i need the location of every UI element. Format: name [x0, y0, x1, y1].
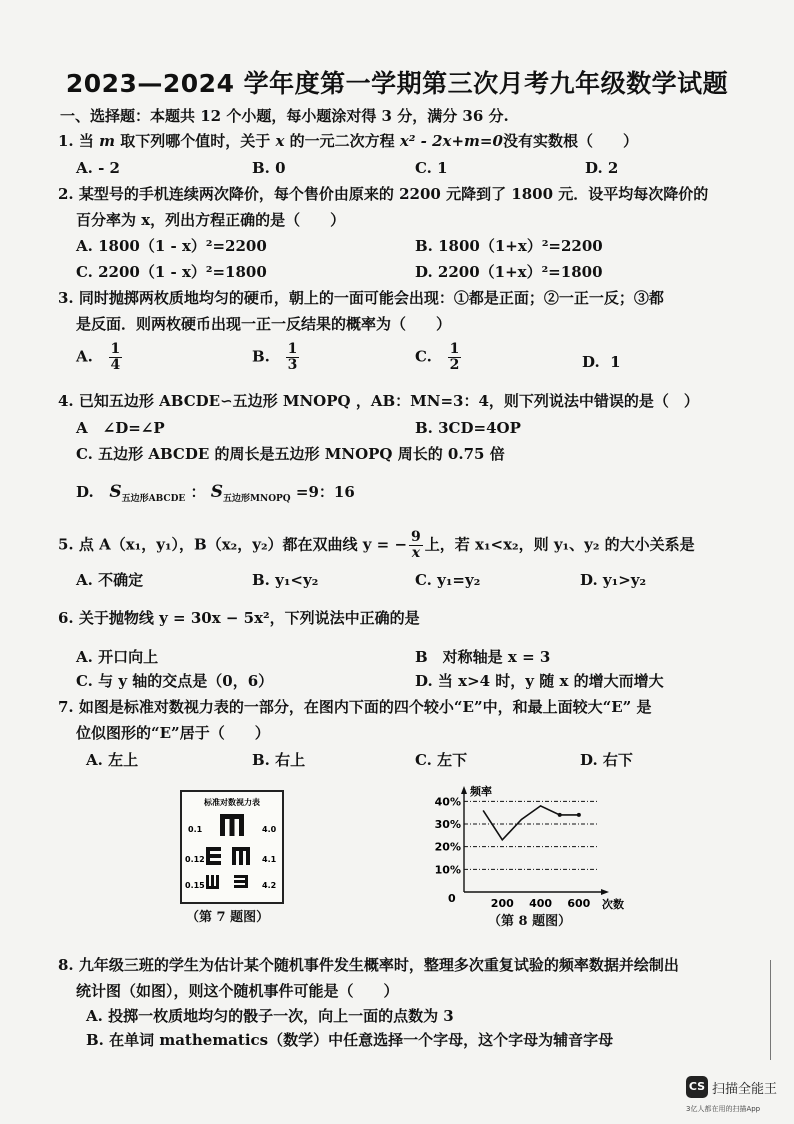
q2-option-c: C. 2200（1 - x）²=1800	[76, 263, 267, 281]
q2-option-b: B. 1800（1+x）²=2200	[415, 237, 603, 255]
q7-option-c: C. 左下	[415, 751, 468, 769]
y-tick-label: 10%	[434, 863, 461, 877]
q2-option-a: A. 1800（1 - x）²=2200	[76, 237, 267, 255]
q4-option-c: C. 五边形 ABCDE 的周长是五边形 MNOPQ 周长的 0.75 倍	[76, 445, 505, 463]
y-tick-label: 40%	[434, 795, 461, 809]
q2-stem-line1: 2. 某型号的手机连续两次降价，每个售价由原来的 2200 元降到了 1800 元．设平均每次降价的	[58, 185, 709, 203]
q3-option-a: A. $\frac{1}{4}$	[76, 341, 121, 373]
q7-option-b: B. 右上	[252, 751, 306, 769]
q5-option-a: A. 不确定	[76, 571, 144, 589]
q1-option-d: D. 2	[585, 159, 619, 177]
q3-option-c: C. $\frac{1}{2}$	[415, 341, 460, 373]
eye-chart-header: 标准对数视力表	[204, 798, 260, 807]
camscanner-logo-icon: CS	[686, 1076, 708, 1098]
camscanner-name: 扫描全能王	[712, 1082, 778, 1097]
small-e-lower-right-icon	[234, 875, 248, 888]
q3-stem-line2: 是反面．则两枚硬币出现一正一反结果的概率为（ ）	[76, 315, 452, 333]
q8-option-a: A. 投掷一枚质地均匀的骰子一次，向上一面的点数为 3	[86, 1007, 454, 1025]
y-axis-label: 频率	[470, 785, 492, 798]
q5-stem: 5. 点 A（x₁，y₁），B（x₂，y₂）都在双曲线 y = − $\frac{9}{x}$ 上，若 x₁<x₂，则 y₁、y₂ 的大小关系是	[58, 529, 695, 561]
frequency-series-line	[483, 806, 579, 840]
q6-option-d: D. 当 x>4 时，y 随 x 的增大而增大	[415, 672, 664, 690]
small-e-upper-right-icon	[232, 847, 250, 865]
y-tick-label: 20%	[434, 840, 461, 854]
q2-stem-line2: 百分率为 x，列出方程正确的是（ ）	[76, 211, 346, 229]
small-e-lower-left-icon	[206, 875, 219, 889]
q5-option-c: C. y₁=y₂	[415, 571, 481, 589]
q7-option-a: A. 左上	[86, 751, 139, 769]
fig8-caption: （第 8 题图）	[488, 914, 572, 929]
q7-option-d: D. 右下	[580, 751, 633, 769]
eye-chart-row1-right: 4.0	[262, 825, 277, 834]
q4-option-a: A ∠D=∠P	[76, 419, 165, 437]
y-tick-label: 30%	[434, 818, 461, 831]
x-tick-label: 200	[490, 897, 514, 910]
q8-stem-line2: 统计图（如图），则这个随机事件可能是（ ）	[76, 982, 399, 1000]
eye-chart-row3-left: 0.15	[185, 881, 205, 890]
q6-stem: 6. 关于抛物线 y = 30x − 5x²，下列说法中正确的是	[58, 609, 420, 627]
y-axis-arrow-icon	[461, 786, 467, 794]
x-tick-label: 600	[567, 897, 591, 910]
q7-stem-line1: 7. 如图是标准对数视力表的一部分，在图内下面的四个较小“E”中，和最上面较大“E” 是	[58, 698, 652, 716]
q4-option-b: B. 3CD=4OP	[415, 419, 521, 437]
q3-option-d: D. 1	[582, 353, 621, 371]
eye-chart-svg	[182, 792, 282, 902]
small-e-upper-left-icon	[206, 847, 221, 865]
q3-stem-line1: 3. 同时抛掷两枚质地均匀的硬币，朝上的一面可能会出现：①都是正面；②一正一反；③都	[58, 289, 664, 307]
page-title: 2023—2024 学年度第一学期第三次月考九年级数学试题	[65, 69, 729, 98]
large-e-top-icon	[220, 814, 244, 836]
scan-edge-line	[770, 960, 771, 1060]
frequency-chart	[428, 782, 638, 910]
eye-chart-figure	[180, 790, 284, 904]
q8-stem-line1: 8. 九年级三班的学生为估计某个随机事件发生概率时，整理多次重复试验的频率数据并绘制出	[58, 956, 679, 974]
fig7-caption: （第 7 题图）	[186, 910, 270, 925]
section-heading: 一、选择题：本题共 12 个小题，每小题涂对得 3 分，满分 36 分.	[60, 107, 509, 125]
camscanner-tagline: 3亿人都在用的扫描App	[686, 1105, 761, 1113]
q1-option-c: C. 1	[415, 159, 448, 177]
x-tick-label: 400	[529, 897, 553, 910]
data-point	[558, 813, 562, 817]
q4-stem: 4. 已知五边形 ABCDE∽五边形 MNOPQ ，AB：MN=3：4，则下列说法中错误的是（ ）	[58, 392, 699, 410]
q1-option-b: B. 0	[252, 159, 286, 177]
q1-option-a: A. - 2	[76, 159, 120, 177]
q5-option-d: D. y₁>y₂	[580, 571, 647, 589]
q4-option-d: D. $S_{五边形ABCDE}$ ： $S_{五边形MNOPQ} =9$：16	[76, 482, 355, 504]
q8-option-b: B. 在单词 mathematics（数学）中任意选择一个字母，这个字母为辅音字母	[86, 1031, 614, 1049]
eye-chart-row2-right: 4.1	[262, 855, 277, 864]
eye-chart-row3-right: 4.2	[262, 881, 277, 890]
q7-stem-line2: 位似图形的“E”居于（ ）	[76, 724, 270, 742]
q5-option-b: B. y₁<y₂	[252, 571, 319, 589]
q6-option-b: B 对称轴是 x = 3	[415, 648, 551, 666]
origin-label: 0	[448, 892, 456, 905]
eye-chart-row2-left: 0.12	[185, 855, 205, 864]
q2-option-d: D. 2200（1+x）²=1800	[415, 263, 603, 281]
x-axis-label: 次数	[602, 898, 624, 910]
q3-option-b: B. $\frac{1}{3}$	[252, 341, 298, 373]
eye-chart-row1-left: 0.1	[188, 825, 203, 834]
q6-option-a: A. 开口向上	[76, 648, 159, 666]
data-point	[577, 813, 581, 817]
q6-option-c: C. 与 y 轴的交点是（0，6）	[76, 672, 274, 690]
x-axis-arrow-icon	[601, 889, 609, 895]
q1-stem: 1. 当 m 取下列哪个值时，关于 x 的一元二次方程 x² - 2x+m=0没有实数根（ ）	[58, 132, 638, 150]
